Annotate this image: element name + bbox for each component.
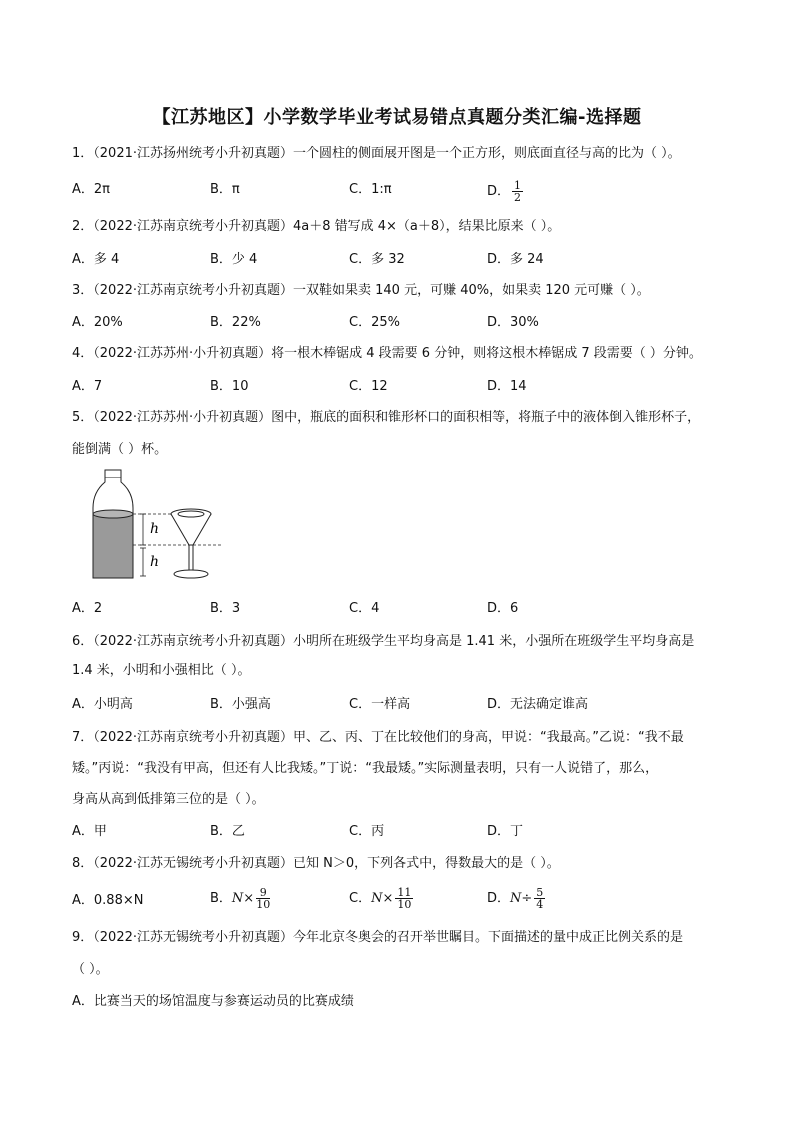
option-c: C．4 xyxy=(349,601,380,616)
option-c: C．多 32 xyxy=(349,252,405,267)
option-d: D．无法确定谁高 xyxy=(487,697,589,712)
option-a: A．多 4 xyxy=(72,252,120,267)
option-a: A．20% xyxy=(72,315,123,330)
option-b: B．π xyxy=(210,182,240,197)
option-d: D．多 24 xyxy=(487,252,544,267)
fraction: $\frac{1}{2}$ xyxy=(514,179,522,204)
option-d: D．N÷ $\frac{5}{4}$ xyxy=(487,886,544,911)
option-a: A．甲 xyxy=(72,824,107,839)
option-c: C．N× $\frac{11}{10}$ xyxy=(349,886,412,911)
question-7-text-line3: 身高从高到低排第三位的是（ ）。 xyxy=(72,792,265,807)
question-3-options xyxy=(72,313,752,335)
option-c: C．丙 xyxy=(349,824,385,839)
fraction: $\frac{11}{10}$ xyxy=(397,886,412,911)
question-7-text-line2: 矮。”丙说：“我没有甲高，但还有人比我矮。”丁说：“我最矮。”实际测量表明，只有一人说错了，那么， xyxy=(72,761,659,776)
option-b: B．乙 xyxy=(210,824,245,839)
bottle-shape xyxy=(93,470,133,578)
question-3-text: 3．（2022·江苏南京统考小升初真题）一双鞋如果卖 140 元，可赚 40%，如果卖 120 元可赚（ ）。 xyxy=(72,283,650,298)
height-markers xyxy=(140,514,146,576)
option-a: A．2 xyxy=(72,601,103,616)
question-7-options xyxy=(72,822,752,844)
bottle-and-cone-cup-figure xyxy=(88,468,228,586)
question-5-text: 5．（2022·江苏苏州·小升初真题）图中，瓶底的面积和锥形杯口的面积相等，将瓶子中的液体倒入锥形杯子， xyxy=(72,410,701,425)
question-8-text: 8．（2022·江苏无锡统考小升初真题）已知 N＞0，下列各式中，得数最大的是（ ）。 xyxy=(72,856,560,871)
option-a: A．7 xyxy=(72,379,103,394)
option-d: D． $\frac{1}{2}$ xyxy=(487,179,522,204)
option-b: B．10 xyxy=(210,379,249,394)
question-5-options xyxy=(72,599,752,621)
question-9-option-a: A．比赛当天的场馆温度与参赛运动员的比赛成绩 xyxy=(72,994,354,1009)
option-d: D．6 xyxy=(487,601,519,616)
option-b: B．N× $\frac{9}{10}$ xyxy=(210,886,271,911)
option-d: D．30% xyxy=(487,315,539,330)
question-8-options xyxy=(72,887,752,919)
question-1-options xyxy=(72,180,752,202)
question-6-options xyxy=(72,695,752,717)
question-6-text-continued: 1.4 米，小明和小强相比（ ）。 xyxy=(72,663,251,678)
option-b: B．少 4 xyxy=(210,252,258,267)
question-7-text: 7．（2022·江苏南京统考小升初真题）甲、乙、丙、丁在比较他们的身高，甲说：“我最高。”乙说：“我不最 xyxy=(72,730,684,745)
question-9-text: 9．（2022·江苏无锡统考小升初真题）今年北京冬奥会的召开举世瞩目。下面描述的量中成正比例关系的是 xyxy=(72,930,683,945)
option-c: C．25% xyxy=(349,315,400,330)
question-2-options xyxy=(72,250,752,272)
height-label-bottom: h xyxy=(150,554,160,570)
page-title: 【江苏地区】小学数学毕业考试易错点真题分类汇编-选择题 xyxy=(152,107,642,128)
option-b: B．小强高 xyxy=(210,697,271,712)
question-5-text-continued: 能倒满（ ）杯。 xyxy=(72,442,168,457)
option-b: B．22% xyxy=(210,315,261,330)
question-9-text-continued: （ ）。 xyxy=(72,962,109,977)
option-c: C．12 xyxy=(349,379,388,394)
option-b: B．3 xyxy=(210,601,241,616)
question-6-text: 6．（2022·江苏南京统考小升初真题）小明所在班级学生平均身高是 1.41 米，小强所在班级学生平均身高是 xyxy=(72,634,695,649)
fraction: $\frac{5}{4}$ xyxy=(536,886,544,911)
option-a: A．小明高 xyxy=(72,697,133,712)
option-a: A．0.88×N xyxy=(72,893,144,908)
option-a: A．2π xyxy=(72,182,110,197)
question-4-text: 4．（2022·江苏苏州·小升初真题）将一根木棒锯成 4 段需要 6 分钟，则将这根木棒锯成 7 段需要（ ）分钟。 xyxy=(72,346,702,361)
question-2-text: 2．（2022·江苏南京统考小升初真题）4a＋8 错写成 4×（a＋8），结果比原来（ ）。 xyxy=(72,219,561,234)
fraction: $\frac{9}{10}$ xyxy=(256,886,271,911)
question-1-text: 1．（2021·江苏扬州统考小升初真题）一个圆柱的侧面展开图是一个正方形，则底面直径与高的比为（ ）。 xyxy=(72,146,681,161)
height-label-top: h xyxy=(150,521,160,537)
option-d: D．14 xyxy=(487,379,527,394)
option-c: C．1:π xyxy=(349,182,392,197)
option-d: D．丁 xyxy=(487,824,524,839)
option-c: C．一样高 xyxy=(349,697,411,712)
question-4-options xyxy=(72,377,752,399)
cone-cup-shape xyxy=(171,509,211,578)
